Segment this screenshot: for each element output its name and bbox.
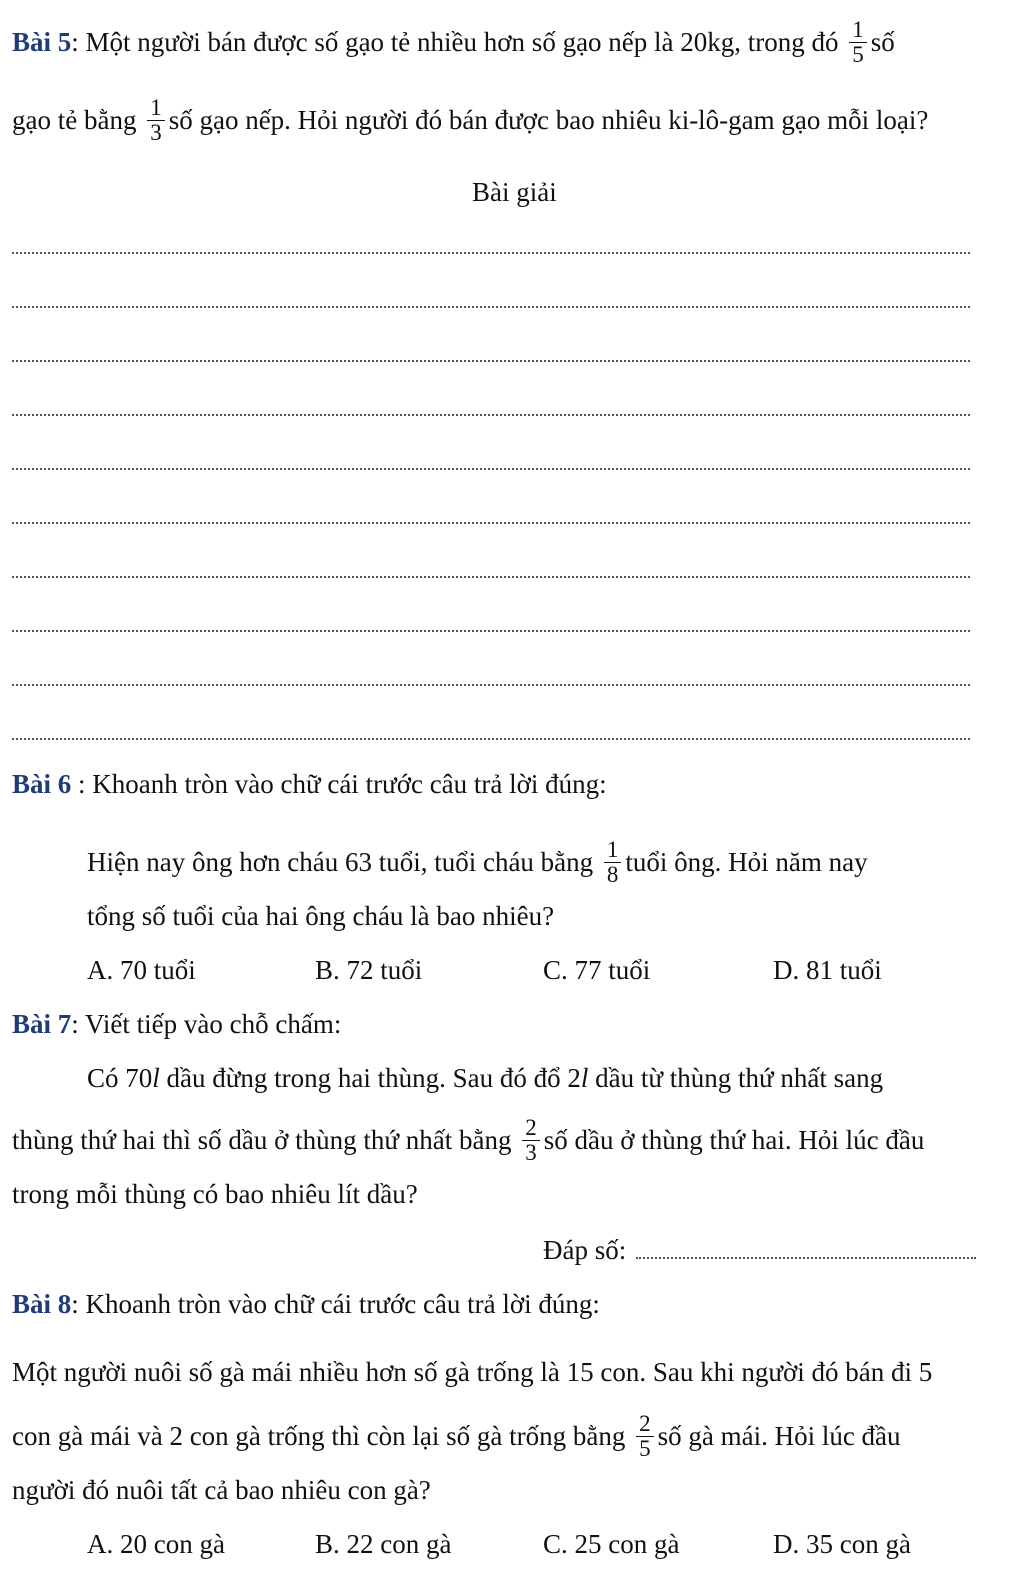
- bai6-option-d[interactable]: D. 81 tuổi: [773, 955, 882, 985]
- bai5-text-1b: số: [870, 26, 895, 57]
- bai5-solution-heading: Bài giải: [472, 177, 557, 207]
- bai8-line-2: con gà mái và 2 con gà trống thì còn lại số gà trống bằng $\frac{2}{5}$ số gà mái. Hỏi lúc đầu: [12, 1411, 901, 1462]
- answer-line-1[interactable]: [12, 252, 970, 254]
- answer-line-3[interactable]: [12, 360, 970, 362]
- bai8-title-text: : Khoanh tròn vào chữ cái trước câu trả lời đúng:: [71, 1289, 600, 1319]
- bai6-question-line-1: [87, 837, 868, 889]
- bai6-text-1a: Hiện nay ông hơn cháu 63 tuổi, tuổi cháu bằng: [87, 846, 594, 877]
- answer-label: Đáp số:: [543, 1235, 627, 1265]
- answer-line-9[interactable]: [12, 684, 970, 686]
- bai8-option-a[interactable]: A. 20 con gà: [87, 1529, 225, 1559]
- bai5-fraction-1: $\frac{1}{5}$: [849, 18, 867, 67]
- answer-line-5[interactable]: [12, 468, 970, 470]
- bai6-question-line-2: tổng số tuổi của hai ông cháu là bao nhiêu?: [87, 901, 555, 931]
- bai6-option-b[interactable]: B. 72 tuổi: [315, 955, 423, 985]
- bai6-title: [12, 768, 607, 800]
- unit-litre: l: [580, 1063, 589, 1093]
- bai7-line-3: trong mỗi thùng có bao nhiêu lít dầu?: [12, 1179, 418, 1209]
- bai8-title: [12, 1288, 600, 1320]
- answer-line-4[interactable]: [12, 414, 970, 416]
- bai7-title-text: : Viết tiếp vào chỗ chấm:: [71, 1009, 342, 1039]
- bai5-label: Bài 5: [12, 26, 72, 57]
- bai6-fraction: $\frac{1}{8}$: [604, 838, 622, 887]
- bai5-text-2a: gạo tẻ bằng: [12, 104, 137, 135]
- bai7-fraction: $\frac{2}{3}$: [522, 1116, 540, 1165]
- bai6-option-a[interactable]: A. 70 tuổi: [87, 955, 196, 985]
- answer-line-6[interactable]: [12, 522, 970, 524]
- bai7-answer: [543, 1234, 976, 1266]
- answer-line-8[interactable]: [12, 630, 970, 632]
- answer-line-10[interactable]: [12, 738, 970, 740]
- bai8-line-1: Một người nuôi số gà mái nhiều hơn số gà trống là 15 con. Sau khi người đó bán đi 5: [12, 1357, 933, 1387]
- bai5-text-2b: số gạo nếp. Hỏi người đó bán được bao nhiêu ki-lô-gam gạo mỗi loại?: [168, 104, 929, 135]
- bai7-title: [12, 1008, 341, 1040]
- bai5-line-2: [12, 95, 929, 147]
- bai8-line-3: người đó nuôi tất cả bao nhiêu con gà?: [12, 1475, 431, 1505]
- bai5-line-1: [12, 17, 895, 69]
- bai6-title-text: : Khoanh tròn vào chữ cái trước câu trả lời đúng:: [71, 769, 607, 799]
- bai7-label: Bài 7: [12, 1009, 72, 1039]
- bai5-text-1a: : Một người bán được số gạo tẻ nhiều hơn số gạo nếp là 20kg, trong đó: [71, 26, 839, 57]
- bai6-option-c[interactable]: C. 77 tuổi: [543, 955, 651, 985]
- answer-blank[interactable]: [636, 1257, 976, 1259]
- bai8-label: Bài 8: [12, 1289, 72, 1319]
- bai7-line-1: Có 70l dầu đừng trong hai thùng. Sau đó đổ 2l dầu từ thùng thứ nhất sang: [87, 1063, 884, 1093]
- bai7-line-2: thùng thứ hai thì số dầu ở thùng thứ nhất bằng $\frac{2}{3}$ số dầu ở thùng thứ hai. Hỏi lúc đầu: [12, 1115, 925, 1166]
- bai8-option-d[interactable]: D. 35 con gà: [773, 1529, 911, 1559]
- bai6-label: Bài 6: [12, 769, 72, 799]
- bai5-fraction-2: $\frac{1}{3}$: [147, 96, 165, 145]
- bai6-text-1b: tuổi ông. Hỏi năm nay: [625, 846, 868, 877]
- bai8-option-c[interactable]: C. 25 con gà: [543, 1529, 680, 1559]
- unit-litre: l: [152, 1063, 160, 1093]
- bai8-fraction: $\frac{2}{5}$: [636, 1412, 654, 1461]
- bai8-option-b[interactable]: B. 22 con gà: [315, 1529, 452, 1559]
- answer-line-7[interactable]: [12, 576, 970, 578]
- answer-line-2[interactable]: [12, 306, 970, 308]
